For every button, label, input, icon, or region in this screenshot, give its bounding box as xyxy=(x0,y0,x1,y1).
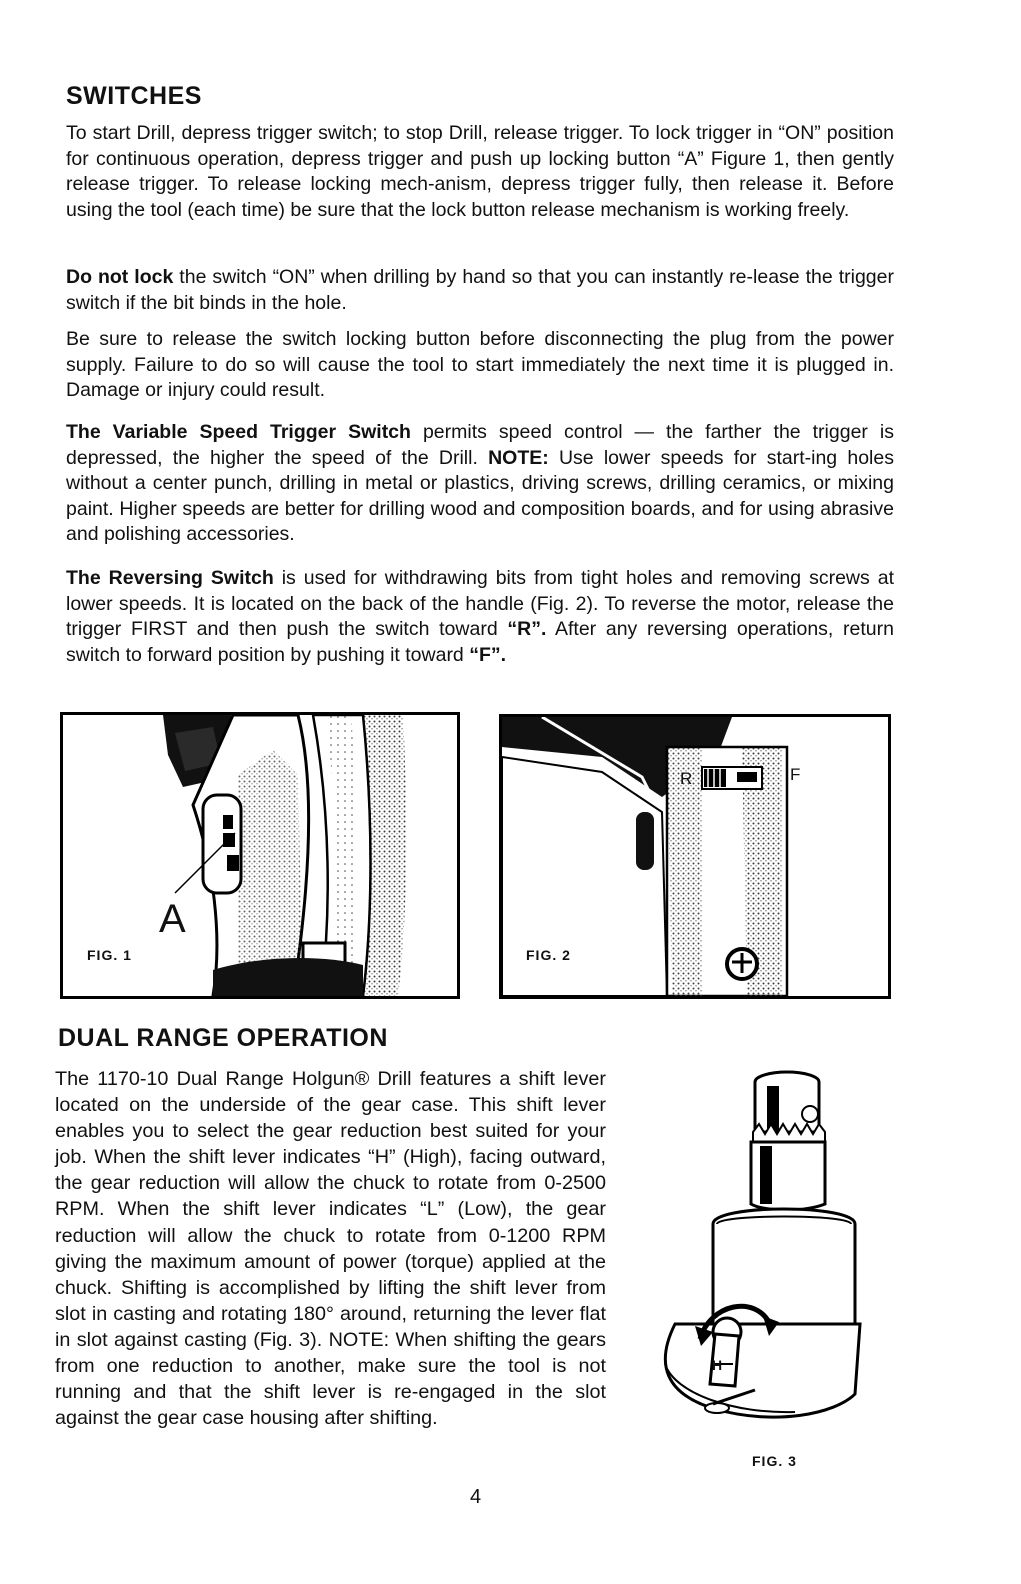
switches-paragraph-1: To start Drill, depress trigger switch; to stop Drill, release trigger. To lock trigger in “ON” position for continuous operation, depress trigger and push up locking button “A” Figure 1, then gently release trigger. To release locking mech-anism, depress trigger fully, then release it. Before using the tool (each time) be sure that the lock button release mechanism is working freely. xyxy=(66,122,894,221)
p2-text: the switch “ON” when drilling by hand so that you can instantly re-lease the trigger switch if the bit binds in the hole. xyxy=(66,266,894,314)
lock-button-callout-a: A xyxy=(159,897,186,941)
variable-speed-heading: The Variable Speed Trigger Switch xyxy=(66,421,411,443)
figure-1 xyxy=(60,712,460,999)
figure-2-label: FIG. 2 xyxy=(526,947,571,963)
p4-text-a: permits speed control — the farther the trigger is depressed, the higher the speed of the Drill. xyxy=(66,421,894,469)
p5-text-b: After any reversing operations, return switch to forward position by pushing it toward xyxy=(66,618,894,666)
figure-3-label: FIG. 3 xyxy=(752,1453,797,1469)
figure-1-label: FIG. 1 xyxy=(87,947,132,963)
figure-2 xyxy=(499,714,891,999)
r-position-label: “R”. xyxy=(507,618,547,640)
f-position-label: “F”. xyxy=(469,643,507,666)
note-label: NOTE: xyxy=(488,446,549,469)
p5-text-a: is used for withdrawing bits from tight holes and removing screws at lower speeds. It is located on the back of the handle (Fig. 2). To reverse the motor, release the trigger FIRST and then push the switch toward xyxy=(66,567,894,640)
switches-paragraph-2 xyxy=(66,265,894,316)
reversing-switch-paragraph xyxy=(66,566,894,668)
lever-h-mark: H xyxy=(712,1357,723,1373)
switches-paragraph-3: Be sure to release the switch locking button before disconnecting the plug from the power supply. Failure to do so will cause the tool to start immediately the next time it is plugged in. Damage or injury could result. xyxy=(66,328,894,401)
switches-title: SWITCHES xyxy=(66,82,202,110)
page-number: 4 xyxy=(470,1486,482,1508)
dual-range-paragraph: The 1170-10 Dual Range Holgun® Drill features a shift lever located on the underside of the gear case. This shift lever enables you to select the gear reduction best suited for your job. When the shift lever indicates “H” (High), facing outward, the gear reduction will allow the chuck to rotate from 0-2500 RPM. When the shift lever indicates “L” (Low), the gear reduction will allow the chuck to rotate from 0-1200 RPM giving the maximum amount of power (torque) applied at the chuck. Shifting is accomplished by lifting the shift lever from slot in casting and rotating 180° around, returning the lever flat in slot against casting (Fig. 3). NOTE: When shifting the gears from one reduction to another, make sure the tool is not running and that the shift lever is re-engaged in the slot against the gear case housing after shifting. xyxy=(55,1068,606,1430)
do-not-lock-bold: Do not lock xyxy=(66,266,174,288)
dual-range-title: DUAL RANGE OPERATION xyxy=(58,1024,388,1052)
p4-text-b: Use lower speeds for start-ing holes without a center punch, drilling in metal or plastics, driving screws, drilling ceramics, or mixing paint. Higher speeds are better for drilling wood and composition boards, and for using abrasive and polishing accessories. xyxy=(66,446,894,545)
reverse-r-mark: R xyxy=(680,769,693,788)
gear-case-shift-lever-illustration xyxy=(655,1064,865,1444)
forward-f-mark: F xyxy=(790,765,801,784)
figure-3 xyxy=(655,1064,865,1444)
variable-speed-paragraph xyxy=(66,420,894,548)
reversing-switch-heading: The Reversing Switch xyxy=(66,567,274,589)
